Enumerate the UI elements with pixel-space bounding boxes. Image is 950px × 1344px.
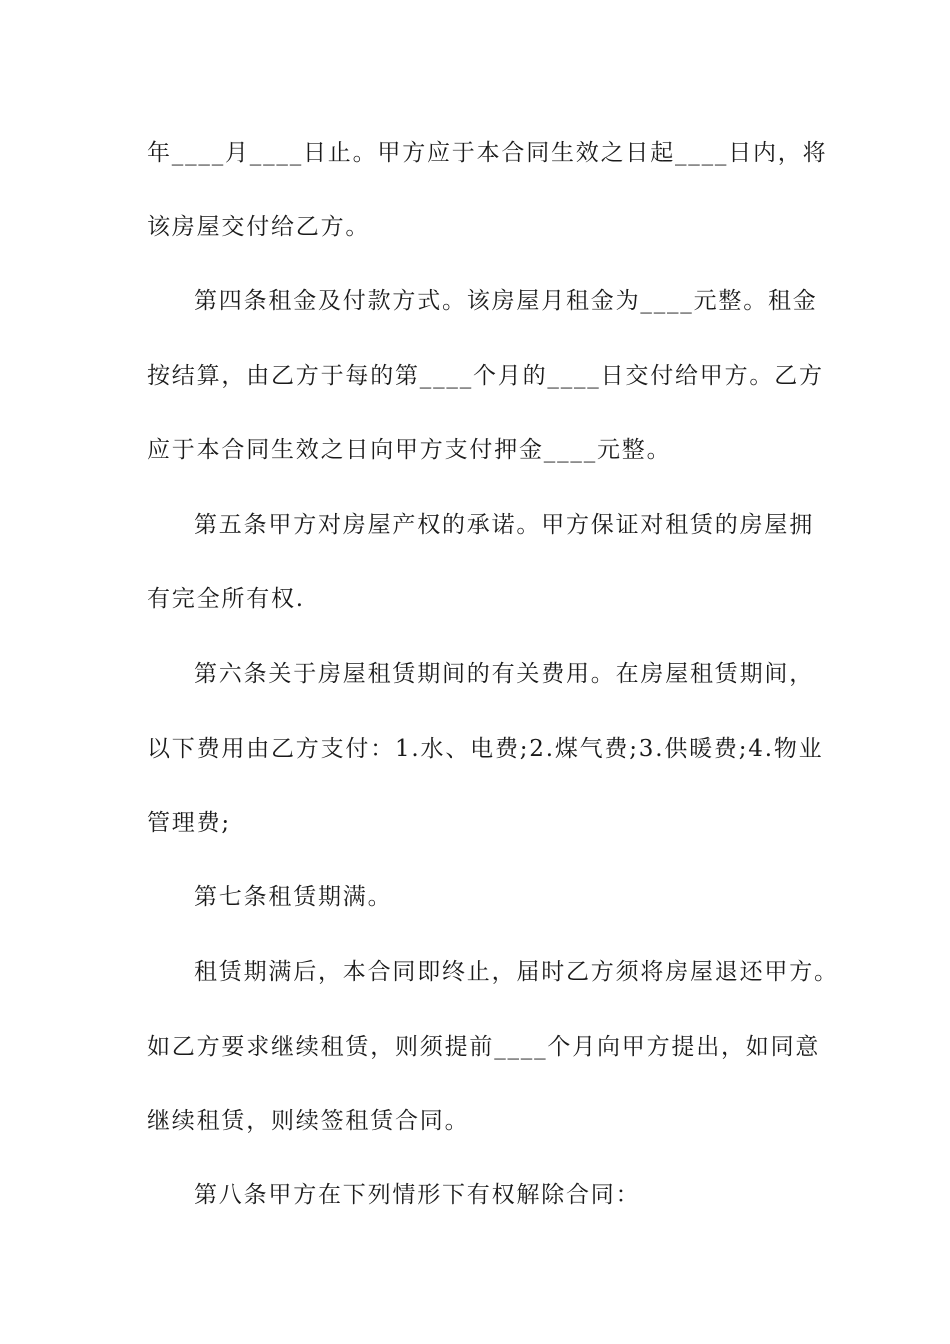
text-line: 以下费用由乙方支付：1.水、电费;2.煤气费;3.供暖费;4.物业 [147, 736, 824, 762]
text-line: 按结算，由乙方于每的第____个月的____日交付给甲方。乙方 [147, 363, 824, 389]
text-line: 管理费; [147, 810, 231, 836]
text-line: 该房屋交付给乙方。 [147, 214, 371, 240]
article-6-heading-line: 第六条关于房屋租赁期间的有关费用。在房屋租赁期间， [194, 661, 814, 687]
text-line: 继续租赁，则续签租赁合同。 [147, 1108, 470, 1134]
text-line: 如乙方要求继续租赁，则须提前____个月向甲方提出，如同意 [147, 1034, 821, 1060]
article-7-heading-line: 第七条租赁期满。 [194, 884, 393, 910]
article-4-heading-line: 第四条租金及付款方式。该房屋月租金为____元整。租金 [194, 288, 818, 314]
article-8-heading-line: 第八条甲方在下列情形下有权解除合同： [194, 1182, 641, 1208]
text-line: 应于本合同生效之日向甲方支付押金____元整。 [147, 437, 672, 463]
text-line: 年____月____日止。甲方应于本合同生效之日起____日内，将 [147, 140, 828, 166]
text-line: 租赁期满后，本合同即终止，届时乙方须将房屋退还甲方。 [194, 959, 839, 985]
article-5-heading-line: 第五条甲方对房屋产权的承诺。甲方保证对租赁的房屋拥 [194, 512, 814, 538]
text-line: 有完全所有权. [147, 586, 305, 612]
